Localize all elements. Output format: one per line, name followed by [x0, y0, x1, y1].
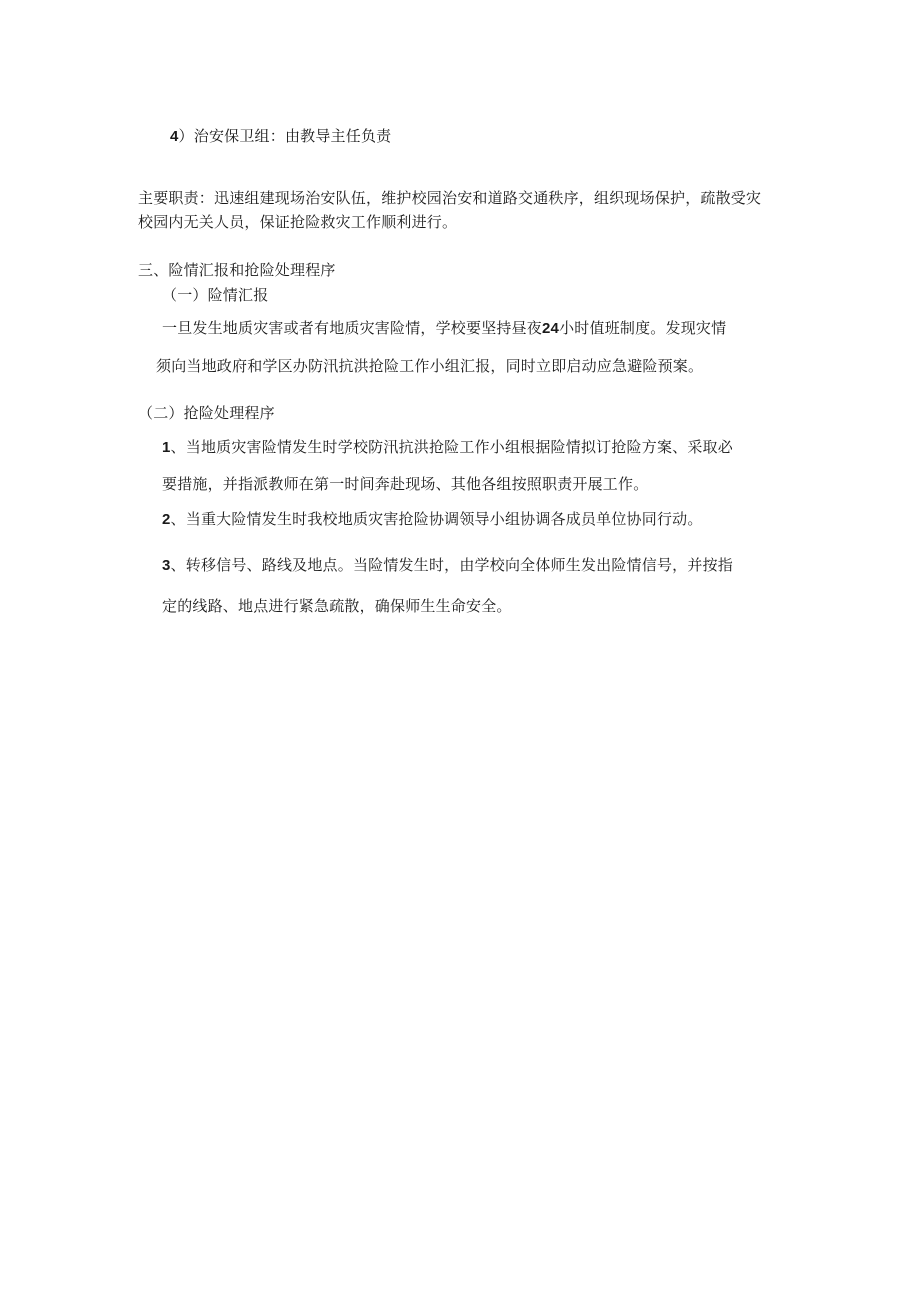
security-group-line — [170, 126, 391, 147]
procedure-item-3-number: 3 — [162, 557, 171, 574]
subsection-2-heading: （二）抢险处理程序 — [138, 404, 275, 422]
subsection-1-heading: （一）险情汇报 — [162, 286, 269, 304]
report-paragraph-line-1 — [162, 318, 726, 339]
report-paragraph-text-b: 小时值班制度。发现灾情 — [559, 319, 727, 337]
report-paragraph-text-a: 一旦发生地质灾害或者有地质灾害险情，学校要坚持昼夜 — [162, 319, 543, 337]
procedure-item-1-line-1 — [162, 437, 733, 458]
procedure-item-2-line-1 — [162, 509, 703, 530]
section-3-heading: 三、险情汇报和抢险处理程序 — [138, 261, 336, 279]
duties-line-2: 校园内无关人员，保证抢险救灾工作顺利进行。 — [138, 213, 458, 231]
procedure-item-3-text: 、转移信号、路线及地点。当险情发生时，由学校向全体师生发出险情信号，并按指 — [170, 556, 733, 574]
procedure-item-1-text: 、当地质灾害险情发生时学校防汛抗洪抢险工作小组根据险情拟订抢险方案、采取必 — [170, 438, 733, 456]
procedure-item-3-line-2: 定的线路、地点进行紧急疏散，确保师生生命安全。 — [162, 597, 512, 615]
report-paragraph-line-2: 须向当地政府和学区办防汛抗洪抢险工作小组汇报，同时立即启动应急避险预案。 — [156, 357, 704, 375]
security-group-number: 4 — [170, 128, 179, 145]
procedure-item-3-line-1 — [162, 555, 733, 576]
duties-line-1: 主要职责：迅速组建现场治安队伍，维护校园治安和道路交通秩序，组织现场保护，疏散受灾 — [138, 189, 762, 207]
procedure-item-1-number: 1 — [162, 439, 171, 456]
procedure-item-2-number: 2 — [162, 511, 171, 528]
report-paragraph-hours: 24 — [542, 320, 560, 337]
security-group-title: ）治安保卫组：由教导主任负责 — [178, 127, 392, 145]
procedure-item-2-text: 、当重大险情发生时我校地质灾害抢险协调领导小组协调各成员单位协同行动。 — [170, 510, 703, 528]
procedure-item-1-line-2: 要措施，并指派教师在第一时间奔赴现场、其他各组按照职责开展工作。 — [162, 475, 649, 493]
